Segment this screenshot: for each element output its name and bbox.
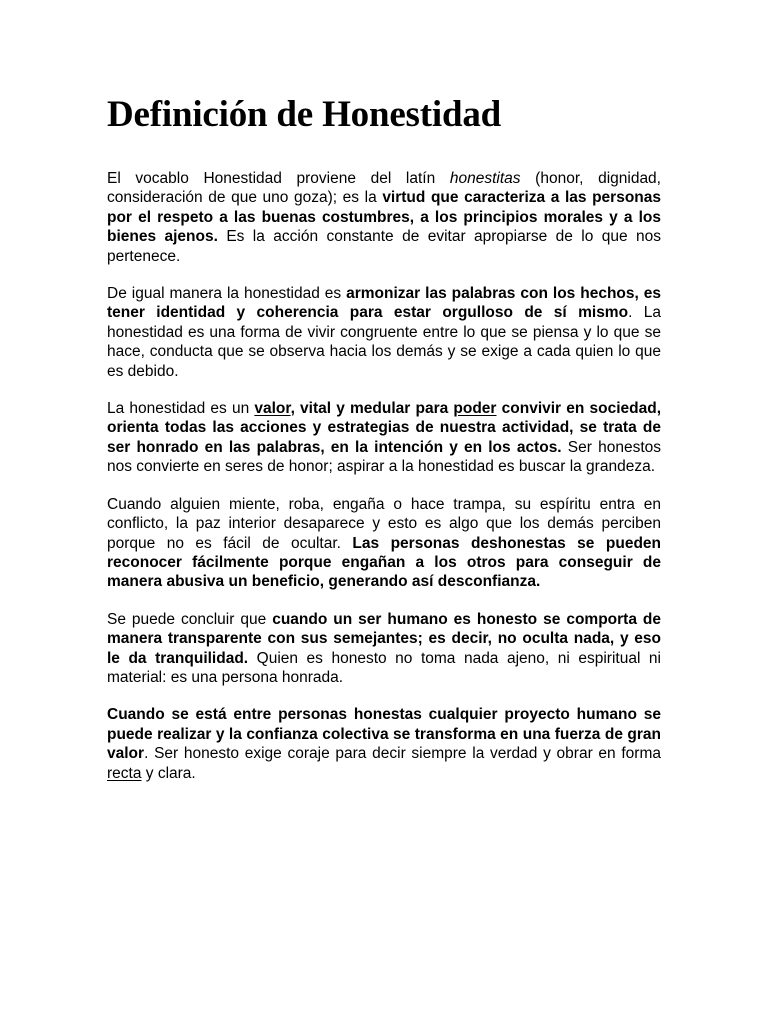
- p5-text-a: Se puede concluir que: [107, 610, 273, 628]
- p1-text-c: (honor, dignidad, consideración de que uno goza); es la: [107, 170, 661, 207]
- paragraph-2: [107, 284, 661, 381]
- p2-text-a: De igual manera la honestidad es: [107, 285, 347, 303]
- p4-text-a: Cuando alguien miente, roba, engaña o hace trampa, su espíritu entra en conflicto, la paz interior desaparece y esto es algo que los demás perciben porque no es fácil de ocultar.: [107, 495, 661, 552]
- p6-bold-a: Cuando se está entre personas honestas cualquier proyecto humano se puede realizar y la confianza colectiva se transforma en una fuerza de gran valor: [107, 706, 661, 763]
- poder-link[interactable]: poder: [453, 400, 497, 418]
- p1-text-e: Es la acción constante de evitar apropiarse de lo que nos pertenece.: [107, 228, 661, 265]
- p3-text-a: La honestidad es un: [107, 400, 255, 418]
- p3-bold-e: convivir en sociedad, orienta todas las acciones y estrategias de nuestra actividad, se trata de ser honrado en las palabras, en la intención y en los actos.: [107, 400, 662, 456]
- paragraph-4: [107, 495, 661, 592]
- p1-latin-term: honestitas: [449, 170, 521, 187]
- p4-bold-b: Las personas deshonestas se pueden reconocer fácilmente porque engañan a los otros para conseguir de manera abusiva un beneficio, generando así desconfianza.: [107, 534, 661, 591]
- p6-text-d: y clara.: [141, 764, 196, 782]
- paragraph-1: [107, 169, 661, 266]
- paragraph-3: [107, 399, 661, 477]
- p3-text-f: Ser honestos nos convierte en seres de honor; aspirar a la honestidad es buscar la grandeza.: [107, 438, 661, 476]
- p1-bold-d: virtud que caracteriza a las personas por el respeto a las buenas costumbres, a los principios morales y a los bienes ajenos.: [107, 189, 662, 246]
- recta-link[interactable]: recta: [107, 764, 142, 782]
- page-title: Definición de Honestidad: [107, 94, 502, 135]
- p3-bold-c: , vital y medular para: [290, 400, 454, 418]
- paragraph-6: [107, 705, 661, 783]
- p2-bold-b: armonizar las palabras con los hechos, es tener identidad y coherencia para estar orgulloso de sí mismo: [107, 285, 661, 322]
- p2-text-c: . La honestidad es una forma de vivir congruente entre lo que se piensa y lo que se hace, conducta que se observa hacia los demás y se exige a cada quien lo que es debido.: [107, 304, 661, 380]
- p1-text-a: El vocablo Honestidad proviene del latín: [107, 170, 450, 187]
- p6-text-b: . Ser honesto exige coraje para decir siempre la verdad y obrar en forma: [144, 745, 661, 763]
- p5-bold-b: cuando un ser humano es honesto se comporta de manera transparente con sus semejantes; es decir, no oculta nada, y eso le da tranquilidad.: [107, 610, 661, 667]
- document-page: [107, 92, 661, 801]
- valor-link[interactable]: valor: [254, 400, 291, 418]
- paragraph-5: [107, 610, 661, 688]
- p5-text-c: Quien es honesto no toma nada ajeno, ni espiritual ni material: es una persona honrada.: [107, 649, 661, 686]
